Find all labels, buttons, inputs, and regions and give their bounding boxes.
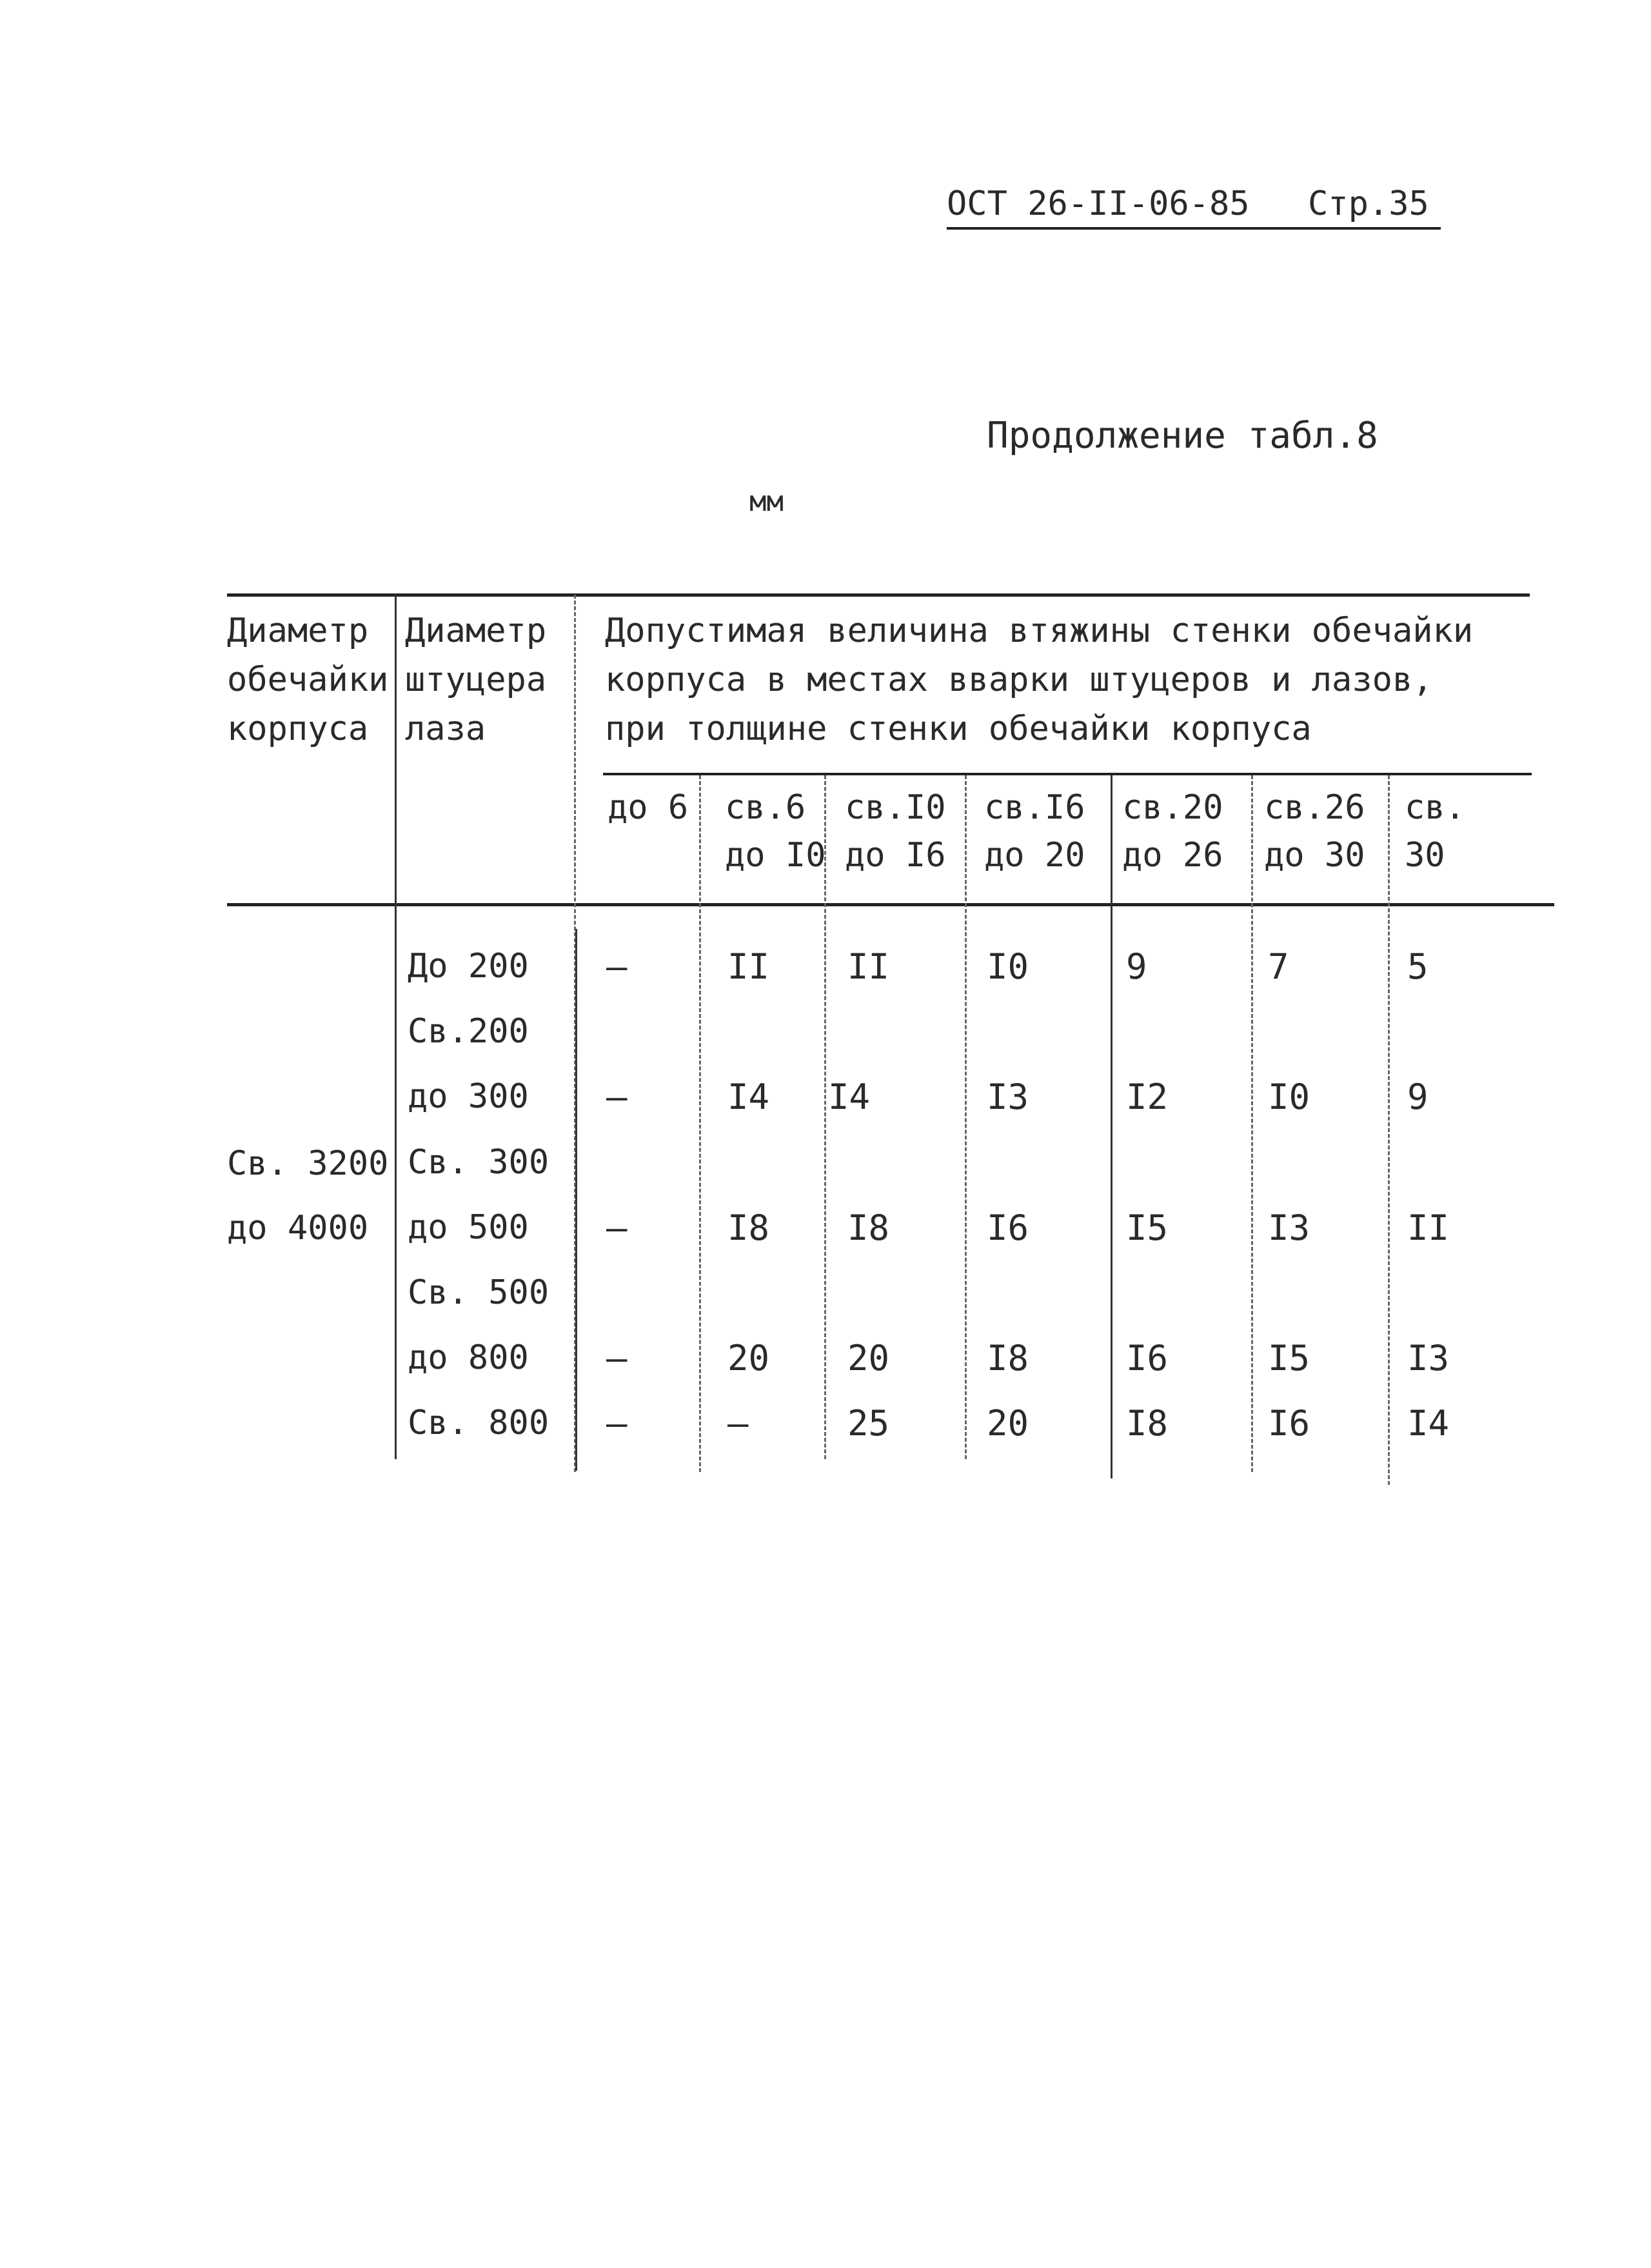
table-cell: – [606, 1208, 628, 1248]
units-label: мм [749, 485, 784, 518]
table-caption: Продолжение табл.8 [987, 415, 1378, 457]
subheader-7-line2: 30 [1405, 836, 1445, 875]
row-label-8: Св. 800 [408, 1404, 549, 1442]
table-cell: I6 [987, 1208, 1029, 1248]
group-header-line1: Допустимая величина втяжины стенки обечайки [605, 612, 1474, 650]
group-header-line3: при толщине стенки обечайки корпуса [605, 710, 1312, 748]
table-cell: I5 [1126, 1208, 1169, 1248]
subheader-3-line1: св.I0 [845, 788, 946, 827]
col2-header-line2: штуцера [405, 661, 547, 699]
table-cell: II [727, 946, 770, 987]
group-header-line2: корпуса в местах вварки штуцеров и лазов, [605, 661, 1433, 699]
row-label-6: Св. 500 [408, 1273, 549, 1312]
column-divider-4 [824, 775, 828, 1459]
table-cell: – [606, 1403, 628, 1444]
document-code: ОСТ 26-II-06-85 [947, 184, 1250, 223]
table-cell: – [727, 1403, 749, 1444]
column-divider-1 [395, 595, 397, 1459]
table-cell: I6 [1126, 1338, 1169, 1378]
column-divider-8 [1388, 775, 1392, 1485]
subheader-3-line2: до I6 [845, 836, 946, 875]
table-cell: 9 [1126, 946, 1147, 987]
subheader-6-line1: св.26 [1264, 788, 1365, 827]
col1-header-line1: Диаметр [227, 612, 369, 650]
subheader-6-line2: до 30 [1264, 836, 1365, 875]
table-cell: 20 [987, 1403, 1029, 1444]
subheader-4-line1: св.I6 [984, 788, 1085, 827]
table-cell: I4 [727, 1077, 770, 1117]
table-cell: – [606, 946, 628, 987]
column-divider-2-solid [575, 929, 577, 1471]
row-label-1: До 200 [408, 947, 529, 986]
table-cell: I4 [1407, 1403, 1450, 1444]
table-cell: 20 [727, 1338, 770, 1378]
col1-header-line2: обечайки [227, 661, 389, 699]
table-cell: I6 [1268, 1403, 1310, 1444]
table-cell: – [606, 1338, 628, 1378]
subheader-rule [603, 773, 1532, 775]
table-cell: 25 [847, 1403, 890, 1444]
table-cell: I5 [1268, 1338, 1310, 1378]
subheader-7-line1: св. [1405, 788, 1465, 827]
subheader-4-line2: до 20 [984, 836, 1085, 875]
table-cell: 20 [847, 1338, 890, 1378]
shell-diameter-line1: Св. 3200 [227, 1144, 389, 1183]
col2-header-line1: Диаметр [405, 612, 547, 650]
table-cell: I0 [987, 946, 1029, 987]
table-cell: I8 [987, 1338, 1029, 1378]
document-header [947, 184, 1441, 230]
column-divider-6 [1111, 775, 1112, 1478]
header-bottom-rule [227, 903, 1554, 906]
column-divider-3 [699, 775, 703, 1472]
row-label-7: до 800 [408, 1338, 529, 1377]
subheader-5-line1: св.20 [1122, 788, 1223, 827]
subheader-2-line2: до I0 [725, 836, 826, 875]
table-cell: I8 [727, 1208, 770, 1248]
subheader-5-line2: до 26 [1122, 836, 1223, 875]
shell-diameter-line2: до 4000 [227, 1209, 369, 1248]
subheader-2-line1: св.6 [725, 788, 806, 827]
page-number: Стр.35 [1308, 184, 1429, 223]
table-cell: 7 [1268, 946, 1289, 987]
col2-header-line3: лаза [405, 710, 486, 748]
table-cell: I8 [847, 1208, 890, 1248]
table-cell: 9 [1407, 1077, 1429, 1117]
table-cell: II [1407, 1208, 1450, 1248]
table-cell: I4 [828, 1077, 871, 1117]
table-cell: 5 [1407, 946, 1429, 987]
table-cell: I3 [1407, 1338, 1450, 1378]
subheader-1-line1: до 6 [608, 788, 689, 827]
row-label-5: до 500 [408, 1208, 529, 1247]
row-label-4: Св. 300 [408, 1143, 549, 1182]
table-cell: I3 [987, 1077, 1029, 1117]
table-cell: I2 [1126, 1077, 1169, 1117]
row-label-2: Св.200 [408, 1012, 529, 1051]
table-cell: I0 [1268, 1077, 1310, 1117]
col1-header-line3: корпуса [227, 710, 369, 748]
column-divider-5 [965, 775, 969, 1459]
table-cell: I3 [1268, 1208, 1310, 1248]
table-top-rule [227, 593, 1530, 597]
table-cell: I8 [1126, 1403, 1169, 1444]
table-cell: – [606, 1077, 628, 1117]
column-divider-7 [1251, 775, 1255, 1472]
row-label-3: до 300 [408, 1077, 529, 1116]
table-cell: II [847, 946, 890, 987]
